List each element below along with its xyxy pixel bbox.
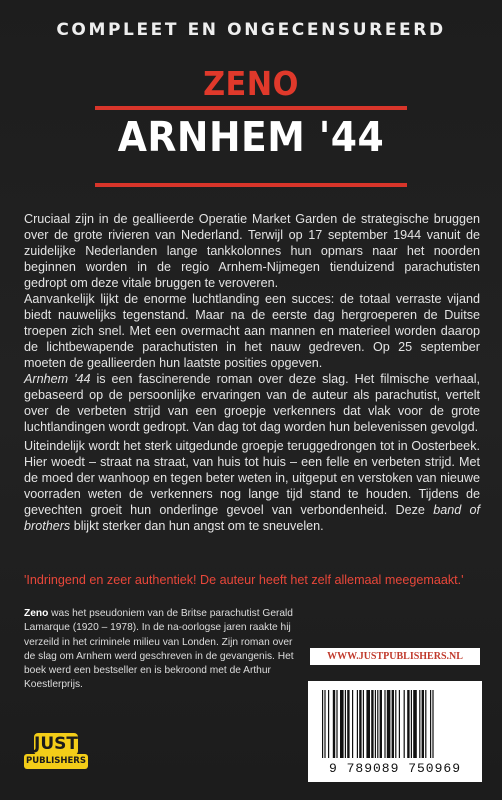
blurb-paragraph-4-start: Uiteindelijk wordt het sterk uitgedunde groepje teruggedrongen tot in Oosterbeek. Hier woedt – straat na straat, van huis tot huis – een felle en verbeten strijd. Met de moed der wanhoop en tegen beter weten in, uitgeput en verstoken van nieuwe voorraden weten de verkenners nog lange tijd stand te houden. Tijdens de gevechten groeit hun onderlinge gevoel van verbondenheid. Deze bbox=[24, 439, 480, 517]
band-of-brothers-phrase: band of brothers bbox=[24, 503, 480, 533]
book-title: ARNHEM '44 bbox=[117, 113, 385, 161]
blurb-paragraph-1: Cruciaal zijn in de geallieerde Operatie Market Garden de strategische bruggen over de grote rivieren van Nederland. Terwijl op 17 september 1944 vanuit de zuidelijke Nederlanden lange tankkolonnes hun opmars naar het noorden beginnen worden in de regio Arnhem-Nijmegen tienduizend parachutisten gedropt om deze vitale bruggen te veroveren. bbox=[24, 212, 480, 290]
author-bio bbox=[24, 607, 296, 693]
review-quote: 'Indringend en zeer authentiek! De auteur heeft het zelf allemaal meegemaakt.' bbox=[24, 573, 464, 587]
book-title-inline: Arnhem '44 bbox=[24, 372, 91, 386]
blurb-paragraph-2: Aanvankelijk lijkt de enorme luchtlanding een succes: de totaal verraste vijand biedt nauwelijks tegenstand. Maar na de eerste dag hergroeperen de Duitse troepen zich snel. Met een overmacht aan mannen en materieel worden daarop de lichtbewapende parachutisten in het nauw gedreven. Op 25 september moeten de geallieerden hun laatste posities opgeven. bbox=[24, 292, 480, 370]
isbn-number: 9 789089 750969 bbox=[328, 761, 462, 776]
bio-author-name: Zeno bbox=[24, 608, 49, 619]
blurb-paragraph-4-end: blijkt sterker dan hun angst om te sneuvelen. bbox=[70, 519, 324, 533]
logo-just-text: JUST bbox=[34, 734, 78, 754]
blurb-paragraph-3 bbox=[24, 371, 480, 435]
bottom-divider bbox=[95, 183, 407, 187]
blurb-paragraph-4 bbox=[24, 438, 480, 534]
blurb-paragraph-3-text: is een fascinerende roman over deze slag. Het filmische verhaal, gebaseerd op de persoonlijke ervaringen van de auteur als parachutist, vertelt over de verbeten strijd van een groepje verkenners dat vlak voor de grote luchtlandingen wordt gedropt. Van dag tot dag worden hun belevenissen gevolgd. bbox=[24, 372, 481, 434]
top-divider bbox=[95, 106, 407, 110]
author-name: ZENO bbox=[203, 64, 299, 103]
tagline: COMPLEET EN ONGECENSUREERD bbox=[56, 20, 446, 40]
publisher-url: WWW.JUSTPUBLISHERS.NL bbox=[310, 648, 480, 665]
just-publishers-logo bbox=[24, 733, 88, 773]
barcode-bars bbox=[322, 690, 468, 758]
isbn-barcode bbox=[308, 681, 482, 782]
bio-text: was het pseudoniem van de Britse parachutist Gerald Lamarque (1920 – 1978). In de na-oorlogse jaren raakte hij verzeild in het criminele milieu van Londen. Zijn roman over de slag om Arnhem werd geschreven in de gevangenis. Het boek werd een bestseller en is bekroond met de Arthur Koestlerprijs. bbox=[24, 608, 294, 691]
logo-publishers-text: PUBLISHERS bbox=[24, 754, 88, 769]
